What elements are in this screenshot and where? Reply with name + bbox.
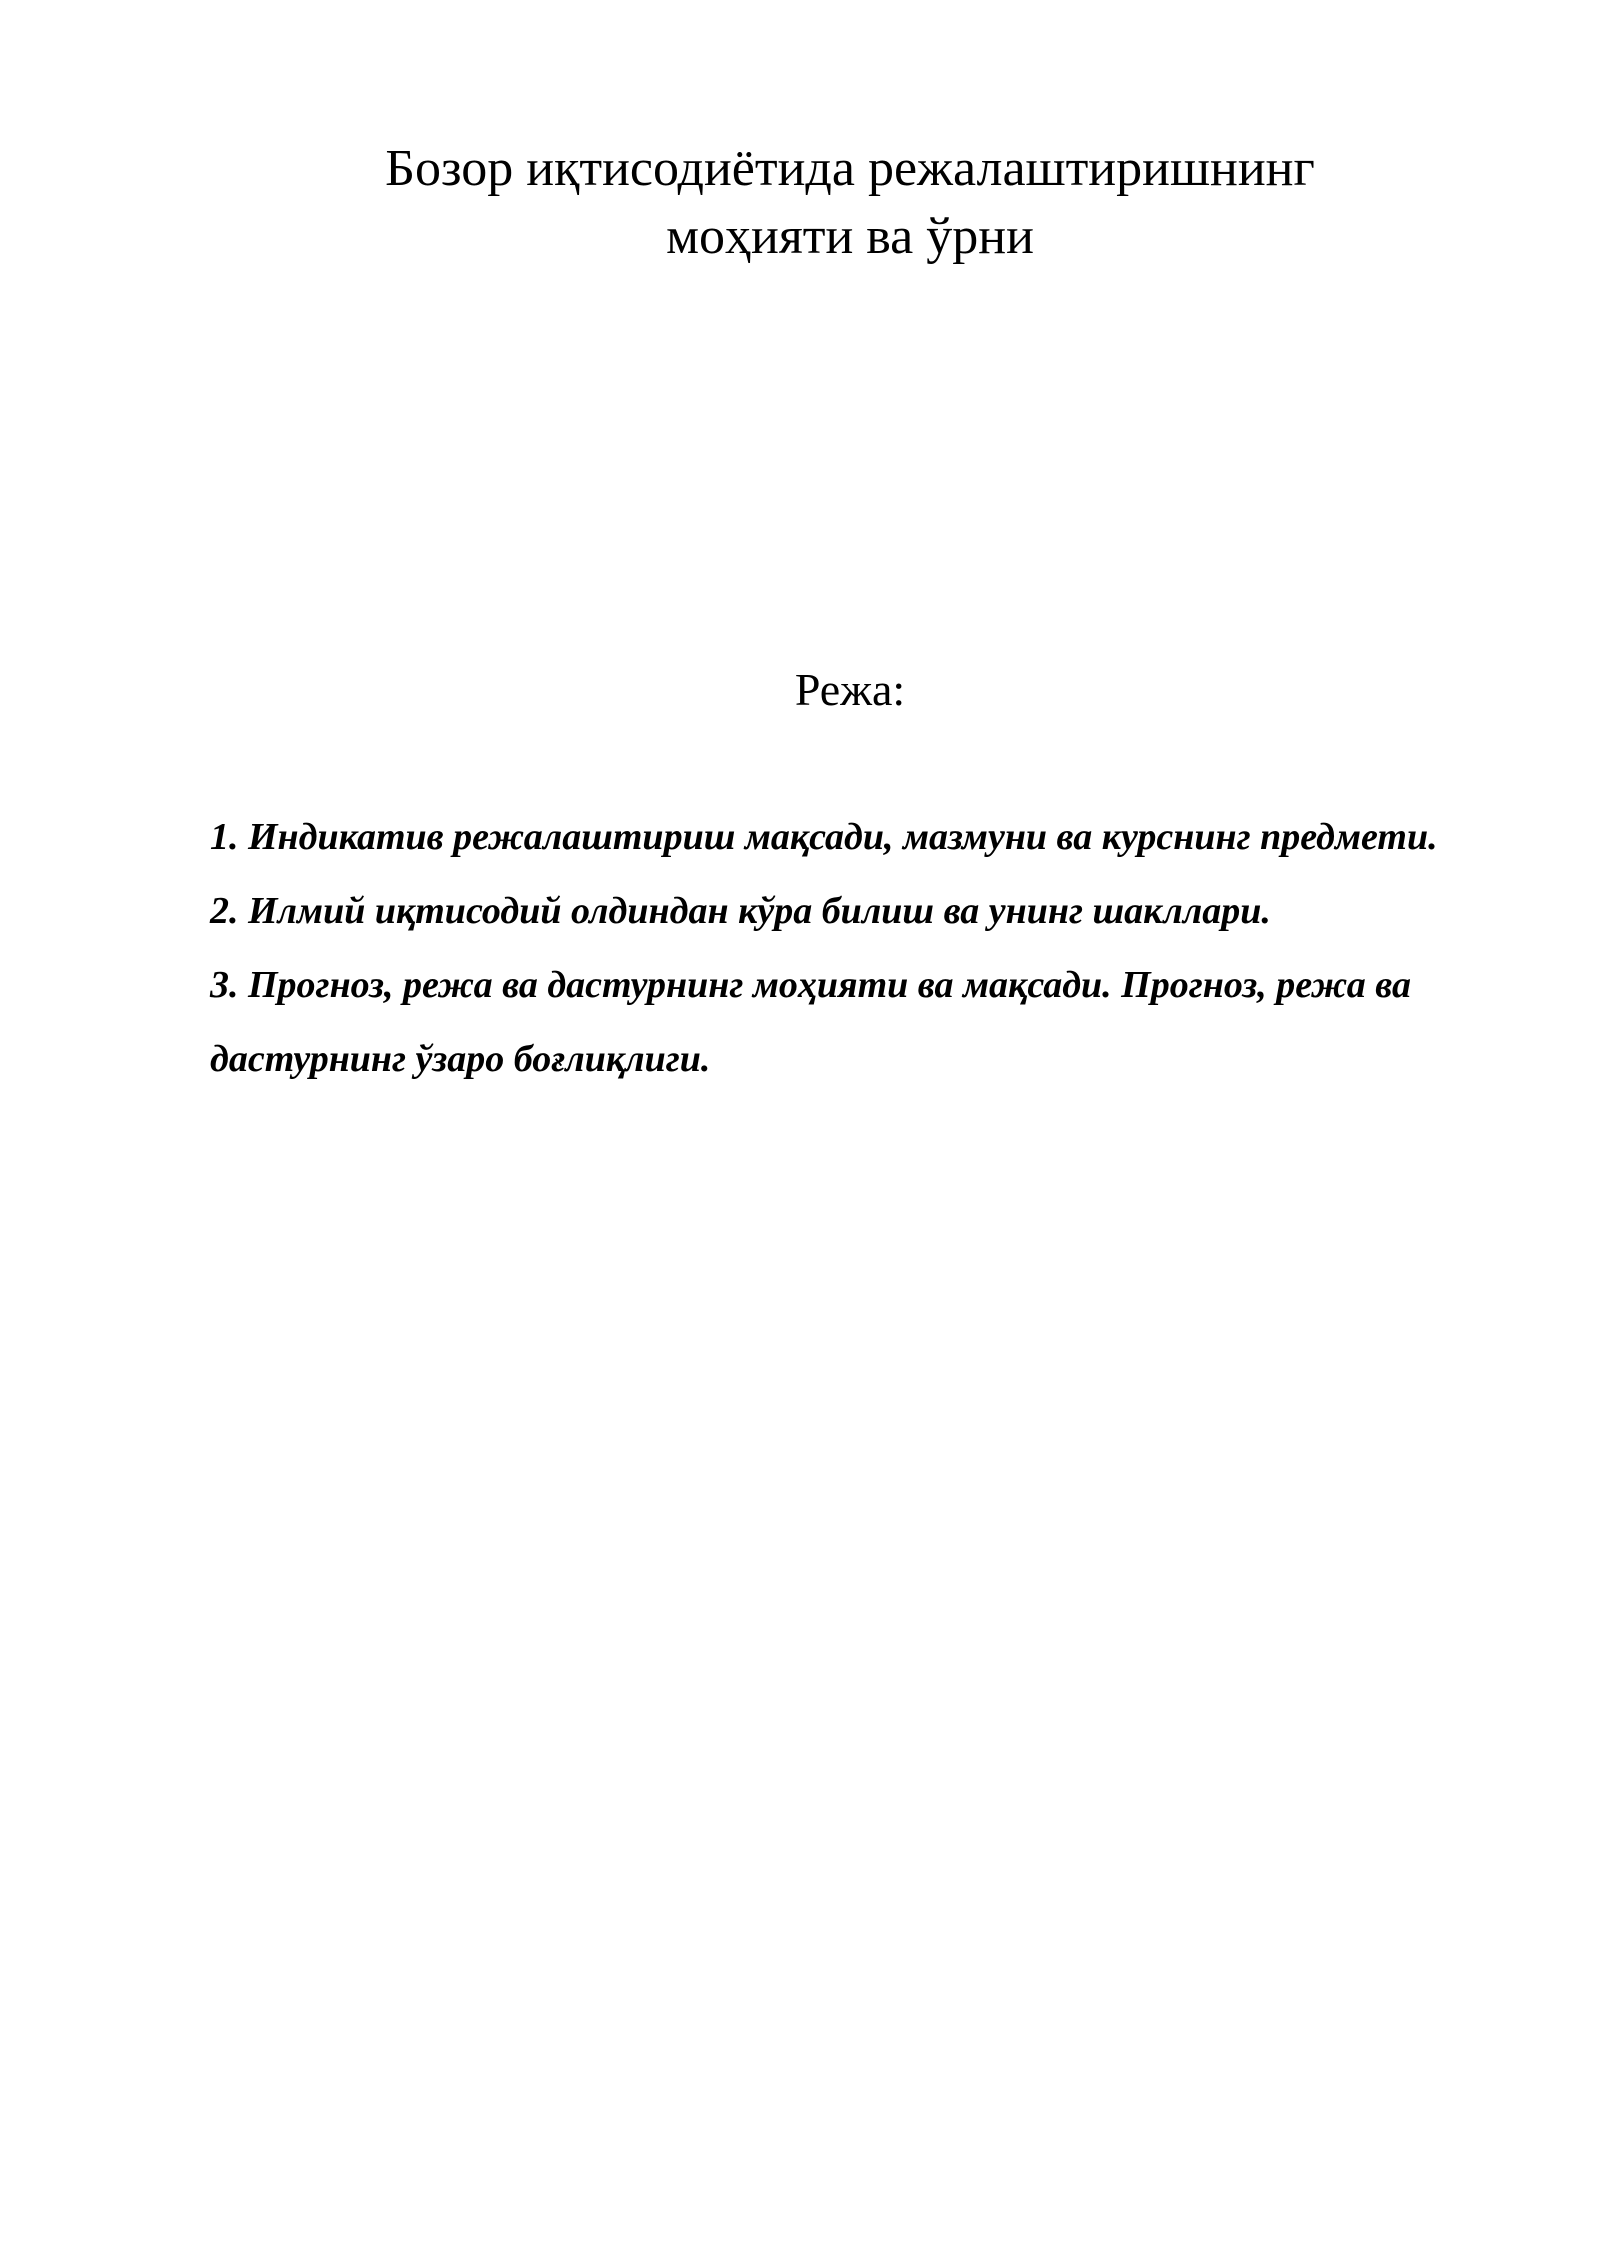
plan-heading: Режа:: [794, 664, 906, 715]
plan-item-3: 3. Прогноз, режа ва дастурнинг моҳияти ва мақсади. Прогноз, режа ва дастурнинг ўзаро боғлиқлиги.: [210, 964, 1412, 1080]
document-title: [250, 135, 1450, 271]
plan-item-2: 2. Илмий иқтисодий олдиндан кўра билиш ва унинг шакллари.: [210, 890, 1271, 932]
plan-item-1: 1. Индикатив режалаштириш мақсади, мазмуни ва курснинг предмети.: [210, 816, 1438, 858]
title-line-2: моҳияти ва ўрни: [666, 208, 1034, 265]
title-line-1: Бозор иқтисодиётида режалаштиришнинг: [385, 140, 1315, 197]
plan-list: [210, 800, 1470, 1096]
